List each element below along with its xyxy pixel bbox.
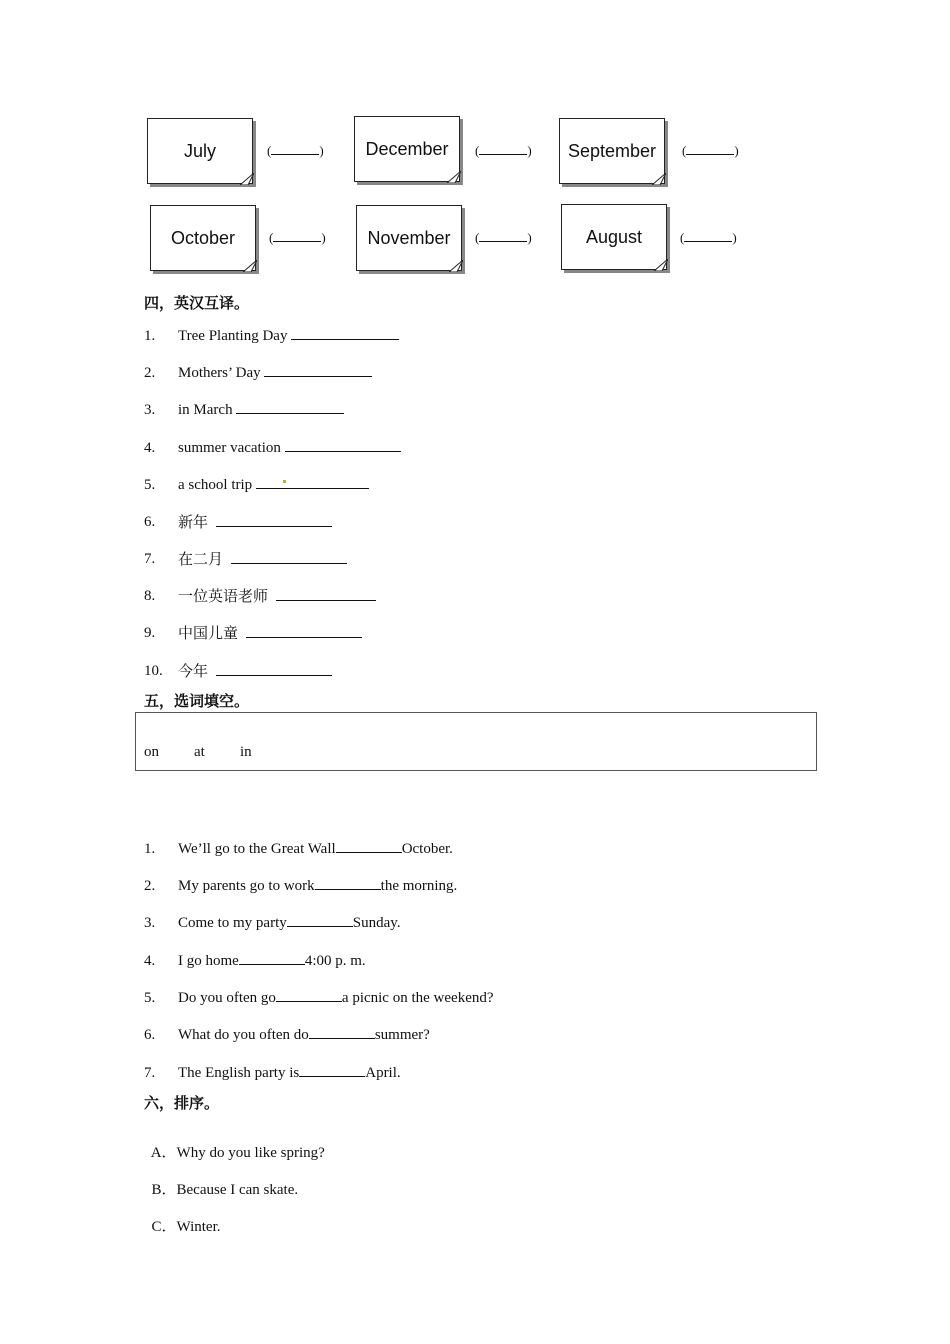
item-number: 4.	[144, 953, 156, 969]
item-text: Tree Planting Day	[178, 328, 288, 344]
item-text: in March	[178, 402, 233, 418]
answer-blank[interactable]	[285, 437, 401, 452]
item-number: 7.	[144, 1065, 156, 1081]
item-number: 6.	[144, 1027, 156, 1043]
item-number: 1.	[144, 328, 156, 344]
month-card-november	[356, 205, 462, 271]
month-card-july	[147, 118, 253, 184]
item-number: 1.	[144, 841, 156, 857]
month-card-label: September	[567, 140, 657, 161]
item-text: 一位英语老师	[178, 589, 269, 605]
answer-blank[interactable]	[315, 875, 381, 890]
item-text: a school trip	[178, 477, 253, 493]
item-text-before: We’ll go to the Great Wall	[178, 841, 336, 857]
item-number: 6.	[144, 514, 156, 530]
word-bank-option: on	[144, 744, 159, 760]
section-heading-translation: 四，英汉互译。	[144, 294, 250, 312]
item-number: 8.	[144, 588, 156, 604]
item-number: 3.	[144, 402, 156, 418]
answer-blank[interactable]	[216, 661, 332, 676]
month-card-october	[150, 205, 256, 271]
month-card-label: October	[170, 227, 236, 248]
month-card-label: December	[365, 138, 449, 159]
word-bank-box	[135, 712, 817, 771]
item-text: summer vacation	[178, 440, 281, 456]
item-number: 9.	[144, 625, 156, 641]
word-bank-option: at	[194, 744, 205, 760]
answer-blank[interactable]	[256, 474, 369, 489]
month-card-september	[559, 118, 665, 184]
page-curl-icon	[240, 173, 254, 185]
item-text-after: the morning.	[380, 878, 458, 894]
answer-blank[interactable]	[246, 623, 362, 638]
item-number: 3.	[144, 915, 156, 931]
mark-dot	[283, 480, 286, 483]
answer-paren[interactable]: ( )	[680, 230, 737, 245]
item-text-after: April.	[365, 1065, 401, 1081]
option-text: Because I can skate.	[176, 1182, 299, 1198]
answer-blank[interactable]	[276, 586, 376, 601]
section-heading-ordering: 六，排序。	[144, 1094, 220, 1112]
item-text: 中国儿童	[178, 626, 239, 642]
option-letter: C．	[151, 1219, 177, 1235]
page-curl-icon	[654, 259, 668, 271]
option-text: Why do you like spring?	[176, 1145, 325, 1161]
answer-blank[interactable]	[239, 950, 305, 965]
item-number: 5.	[144, 990, 156, 1006]
answer-blank[interactable]	[287, 912, 353, 927]
answer-blank[interactable]	[291, 325, 399, 340]
item-number: 7.	[144, 551, 156, 567]
item-number: 5.	[144, 477, 156, 493]
item-text-before: I go home	[178, 953, 239, 969]
item-text-before: What do you often do	[178, 1027, 309, 1043]
item-text: Mothers’ Day	[178, 365, 261, 381]
item-text-before: Do you often go	[178, 990, 276, 1006]
item-text-after: Sunday.	[352, 915, 401, 931]
option-text: Winter.	[176, 1219, 221, 1235]
answer-blank[interactable]	[236, 399, 344, 414]
word-bank-option: in	[240, 744, 252, 760]
month-card-label: July	[183, 140, 216, 161]
section-heading-fill-in: 五，选词填空。	[144, 692, 250, 710]
answer-paren[interactable]: ( )	[475, 143, 532, 158]
item-text-after: October.	[401, 841, 453, 857]
answer-blank[interactable]	[264, 362, 372, 377]
page-curl-icon	[449, 260, 463, 272]
page-curl-icon	[447, 171, 461, 183]
item-text-after: summer?	[374, 1027, 430, 1043]
item-text-after: 4:00 p. m.	[304, 953, 366, 969]
page-curl-icon	[652, 173, 666, 185]
answer-blank[interactable]	[231, 549, 347, 564]
answer-blank[interactable]	[216, 512, 332, 527]
answer-paren[interactable]: ( )	[267, 143, 324, 158]
option-letter: A．	[150, 1145, 177, 1161]
answer-blank[interactable]	[336, 838, 402, 853]
answer-blank[interactable]	[309, 1024, 375, 1039]
ordering-option	[144, 1161, 298, 1199]
ordering-option	[144, 1124, 325, 1162]
item-number: 4.	[144, 440, 156, 456]
answer-paren[interactable]: ( )	[475, 230, 532, 245]
item-text-before: My parents go to work	[178, 878, 315, 894]
item-text-before: Come to my party	[178, 915, 287, 931]
item-text-after: a picnic on the weekend?	[341, 990, 494, 1006]
month-card-december	[354, 116, 460, 182]
item-number: 2.	[144, 365, 156, 381]
item-text-before: The English party is	[178, 1065, 300, 1081]
answer-paren[interactable]: ( )	[682, 143, 739, 158]
item-text: 新年	[178, 515, 209, 531]
item-number: 2.	[144, 878, 156, 894]
month-card-august	[561, 204, 667, 270]
option-letter: B．	[151, 1182, 177, 1198]
item-number: 10.	[144, 663, 163, 679]
answer-paren[interactable]: ( )	[269, 230, 326, 245]
month-card-label: August	[585, 226, 643, 247]
answer-blank[interactable]	[299, 1062, 365, 1077]
item-text: 今年	[178, 664, 209, 680]
ordering-option	[144, 1198, 220, 1236]
item-text: 在二月	[178, 552, 224, 568]
answer-blank[interactable]	[276, 987, 342, 1002]
page-curl-icon	[243, 260, 257, 272]
month-card-label: November	[367, 227, 451, 248]
